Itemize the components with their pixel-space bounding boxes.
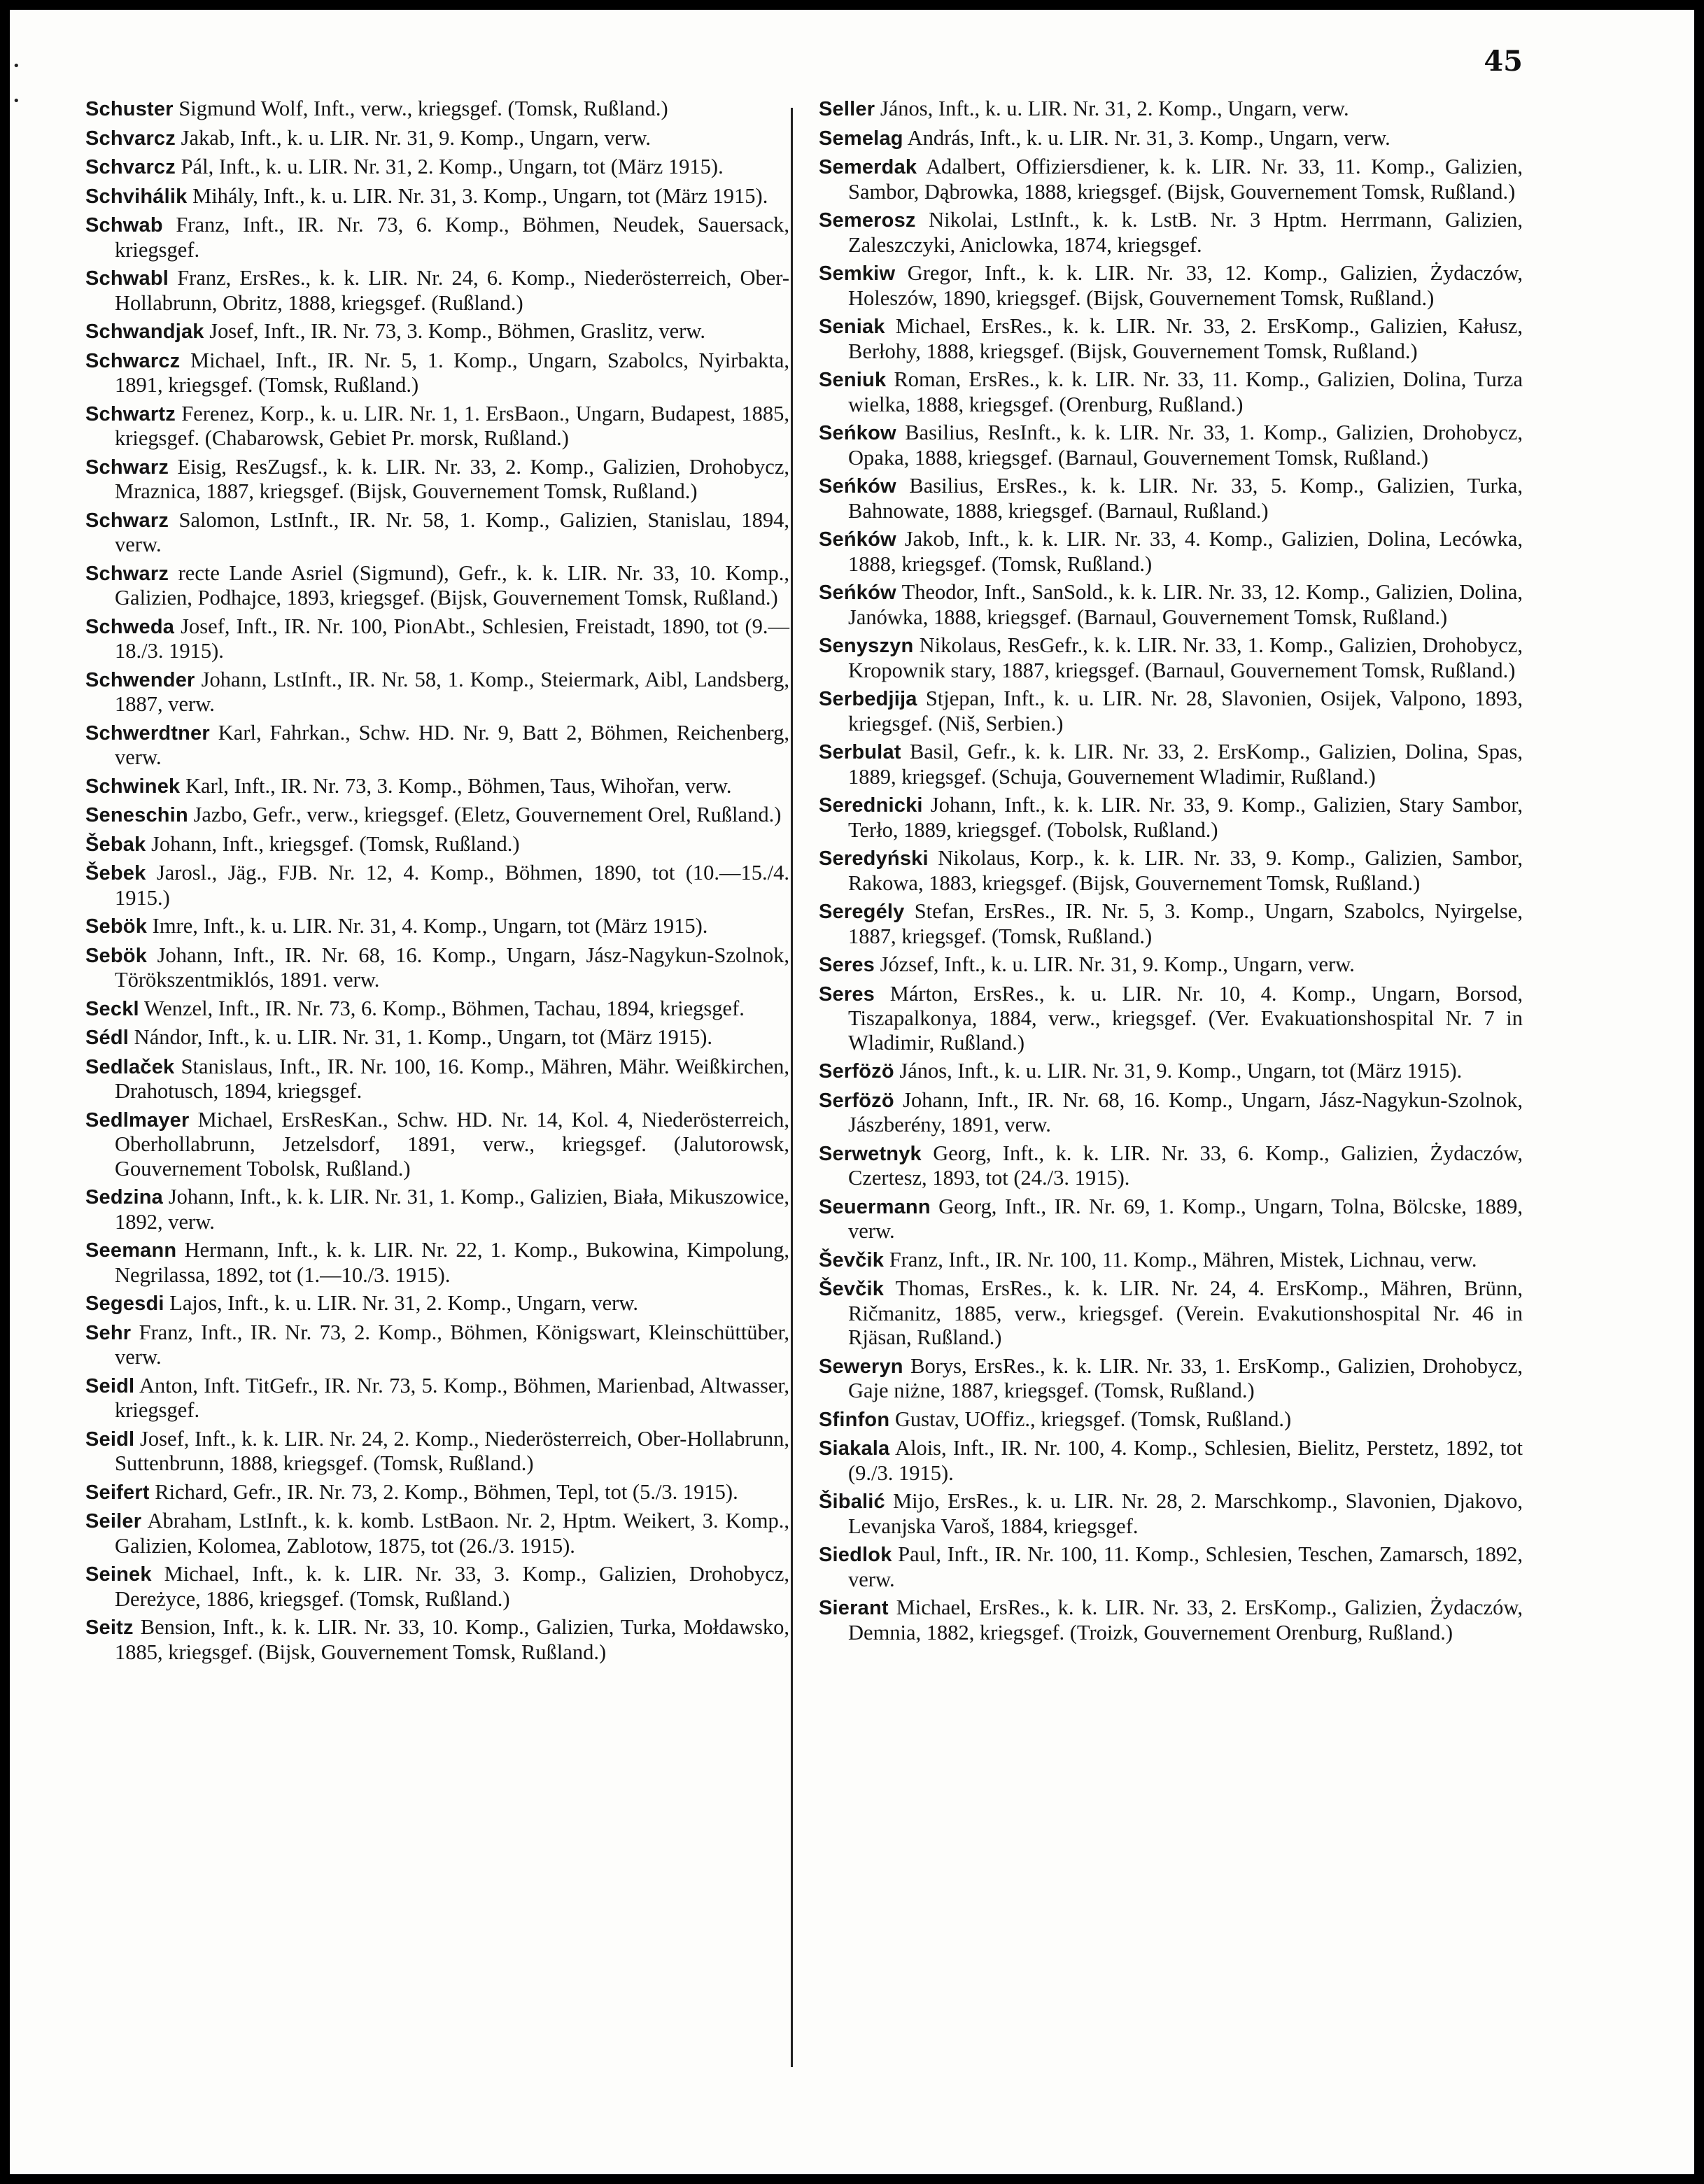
register-entry <box>85 614 789 663</box>
entry-details: Thomas, ErsRes., k. k. LIR. Nr. 24, 4. ErsKomp., Mähren, Brünn, Ričmanitz, 1885, verw., kriegsgef. (Verein. Evakutionshospital Nr. 46 in Rjäsan, Rußland.) <box>848 1276 1523 1349</box>
entry-details: Wenzel, Inft., IR. Nr. 73, 6. Komp., Böhmen, Tachau, 1894, kriegsgef. <box>143 996 745 1020</box>
entry-details: András, Inft., k. u. LIR. Nr. 31, 3. Komp., Ungarn, verw. <box>907 125 1390 150</box>
entry-details: Franz, Inft., IR. Nr. 73, 6. Komp., Böhmen, Neudek, Sauersack, kriegsgef. <box>115 213 790 262</box>
register-entry <box>819 527 1523 576</box>
register-entry <box>85 319 789 344</box>
register-entry <box>85 1374 789 1423</box>
register-entry <box>819 740 1523 789</box>
entry-details: Michael, Inft., k. k. LIR. Nr. 33, 3. Komp., Galizien, Drohobycz, Dereżyce, 1886, kriegsgef. (Tomsk, Rußland.) <box>115 1562 789 1611</box>
entry-details: Stefan, ErsRes., IR. Nr. 5, 3. Komp., Ungarn, Szabolcs, Nyirgelse, 1887, kriegsgef. (Tomsk, Rußland.) <box>848 899 1523 948</box>
entry-surname: Seńków <box>819 582 896 604</box>
register-entry <box>819 1436 1523 1485</box>
entry-details: Borys, ErsRes., k. k. LIR. Nr. 33, 1. ErsKomp., Galizien, Drohobycz, Gaje niżne, 1887, kriegsgef. (Tomsk, Rußland.) <box>848 1353 1523 1402</box>
register-entry <box>819 1248 1523 1273</box>
entry-surname: Sebök <box>85 944 148 967</box>
entry-surname: Seńków <box>819 528 896 551</box>
entry-surname: Seitz <box>85 1616 134 1639</box>
entry-surname: Seregély <box>819 901 905 923</box>
entry-details: Jazbo, Gefr., verw., kriegsgef. (Eletz, Gouvernement Orel, Rußland.) <box>193 803 782 826</box>
entry-surname: Serbedjija <box>819 688 917 710</box>
entry-surname: Schwarcz <box>85 349 181 372</box>
entry-surname: Segesdi <box>85 1292 164 1315</box>
entry-surname: Seidl <box>85 1428 135 1451</box>
entry-surname: Schwender <box>85 668 195 691</box>
register-entry <box>819 1542 1523 1591</box>
register-entry <box>85 1509 789 1558</box>
entry-details: Karl, Inft., IR. Nr. 73, 3. Komp., Böhmen, Taus, Wihořan, verw. <box>185 773 732 798</box>
entry-surname: Seniuk <box>819 369 887 391</box>
entry-surname: Senyszyn <box>819 635 914 657</box>
entry-surname: Schvarcz <box>85 127 176 150</box>
entry-surname: Schvarcz <box>85 156 176 178</box>
entry-surname: Sedzina <box>85 1186 163 1209</box>
entry-surname: Schwarz <box>85 562 169 585</box>
entry-surname: Seneschin <box>85 804 188 826</box>
entry-surname: Schwerdtner <box>85 721 210 745</box>
register-entry <box>819 1059 1523 1084</box>
entry-details: Paul, Inft., IR. Nr. 100, 11. Komp., Schlesien, Teschen, Zamarsch, 1892, verw. <box>848 1542 1523 1591</box>
register-entry <box>85 1185 789 1234</box>
register-entry <box>819 793 1523 842</box>
entry-surname: Serfözö <box>819 1089 894 1112</box>
entry-surname: Schuster <box>85 98 174 120</box>
entry-surname: Šibalić <box>819 1491 885 1513</box>
entry-details: Márton, ErsRes., k. u. LIR. Nr. 10, 4. Komp., Ungarn, Borsod, Tiszapalkonya, 1884, verw., kriegsgef. (Ver. Evakuationshospital Nr. 7 in Wladimir, Rußland.) <box>848 981 1523 1055</box>
register-entry <box>85 155 789 180</box>
register-entry <box>819 1407 1523 1432</box>
register-entry <box>85 1238 789 1287</box>
entry-surname: Semelag <box>819 127 903 150</box>
entry-details: recte Lande Asriel (Sigmund), Gefr., k. k. LIR. Nr. 33, 10. Komp., Galizien, Podhajce, 1893, kriegsgef. (Bijsk, Gouvernement Tomsk, Rußland.) <box>115 561 789 610</box>
entry-surname: Sedlaček <box>85 1055 175 1078</box>
entry-details: Jakob, Inft., k. k. LIR. Nr. 33, 4. Komp., Galizien, Dolina, Lecówka, 1888, kriegsgef. (Tomsk, Rußland.) <box>848 527 1523 576</box>
entry-surname: Šebak <box>85 833 146 856</box>
register-entry <box>85 1427 789 1476</box>
entry-details: Lajos, Inft., k. u. LIR. Nr. 31, 2. Komp., Ungarn, verw. <box>169 1291 639 1315</box>
register-entry <box>85 97 789 122</box>
entry-details: Theodor, Inft., SanSold., k. k. LIR. Nr. 33, 12. Komp., Galizien, Dolina, Janówka, 1888, kriegsgef. (Barnaul, Gouvernement Tomsk, Rußland.) <box>848 580 1523 629</box>
entry-surname: Schwartz <box>85 402 176 425</box>
entry-details: Stanislaus, Inft., IR. Nr. 100, 16. Komp., Mähren, Mähr. Weißkirchen, Drahotusch, 1894, kriegsgef. <box>115 1054 789 1103</box>
register-entry <box>819 633 1523 682</box>
register-entry <box>85 508 789 557</box>
entry-surname: Seemann <box>85 1239 177 1262</box>
register-entry <box>819 1141 1523 1190</box>
entry-surname: Schweda <box>85 615 175 638</box>
entry-surname: Seredyński <box>819 847 929 870</box>
register-entry <box>85 861 789 910</box>
entry-surname: Seiler <box>85 1510 142 1533</box>
entry-details: Nikolaus, Korp., k. k. LIR. Nr. 33, 9. Komp., Galizien, Sambor, Rakowa, 1883, kriegsgef. (Bijsk, Gouvernement Tomsk, Rußland.) <box>848 846 1523 895</box>
register-entry <box>819 97 1523 122</box>
entry-surname: Sierant <box>819 1597 889 1619</box>
entry-details: Eisig, ResZugsf., k. k. LIR. Nr. 33, 2. Komp., Galizien, Drohobycz, Mraznica, 1887, kriegsgef. (Bijsk, Gouvernement Tomsk, Rußland.) <box>115 454 789 503</box>
register-entry <box>85 1480 789 1505</box>
entry-details: Karl, Fahrkan., Schw. HD. Nr. 9, Batt 2, Böhmen, Reichenberg, verw. <box>115 720 789 769</box>
entry-surname: Sedlmayer <box>85 1108 190 1132</box>
entry-surname: Schwinek <box>85 775 181 798</box>
entry-surname: Semerosz <box>819 209 916 232</box>
entry-details: Josef, Inft., IR. Nr. 100, PionAbt., Schlesien, Freistadt, 1890, tot (9.—18./3. 1915). <box>115 614 790 663</box>
register-entry <box>819 1276 1523 1350</box>
entry-surname: Seckl <box>85 997 139 1020</box>
register-entry <box>85 126 789 151</box>
register-entry <box>819 208 1523 257</box>
register-entry <box>819 261 1523 310</box>
entry-details: József, Inft., k. u. LIR. Nr. 31, 9. Komp., Ungarn, verw. <box>880 952 1355 976</box>
entry-surname: Seweryn <box>819 1355 903 1378</box>
entry-details: Johann, Inft., IR. Nr. 68, 16. Komp., Ungarn, Jász-Nagykun-Szolnok, Törökszentmiklós, 1891. verw. <box>115 943 789 992</box>
register-entry <box>819 1489 1523 1538</box>
entry-surname: Seinek <box>85 1563 152 1586</box>
register-entry <box>85 561 789 610</box>
entry-surname: Serwetnyk <box>819 1142 922 1165</box>
entry-surname: Sfinfon <box>819 1408 890 1431</box>
register-entry <box>85 1291 789 1316</box>
register-entry <box>819 474 1523 523</box>
entry-surname: Seuermann <box>819 1195 931 1218</box>
register-entry <box>819 1088 1523 1137</box>
entry-details: Hermann, Inft., k. k. LIR. Nr. 22, 1. Komp., Bukowina, Kimpolung, Negrilassa, 1892, tot (1.—10./3. 1915). <box>115 1238 789 1287</box>
register-entry <box>85 1055 789 1104</box>
entry-surname: Seres <box>819 954 875 976</box>
entry-details: Abraham, LstInft., k. k. komb. LstBaon. Nr. 2, Hptm. Weikert, 3. Komp., Galizien, Kolomea, Zablotow, 1875, tot (26./3. 1915). <box>115 1509 789 1558</box>
entry-details: Pál, Inft., k. u. LIR. Nr. 31, 2. Komp., Ungarn, tot (März 1915). <box>181 155 724 178</box>
register-entry <box>85 455 789 504</box>
entry-details: Sigmund Wolf, Inft., verw., kriegsgef. (Tomsk, Rußland.) <box>178 97 668 120</box>
register-entry <box>85 266 789 315</box>
column-divider <box>791 108 793 2067</box>
entry-details: Basil, Gefr., k. k. LIR. Nr. 33, 2. ErsKomp., Galizien, Dolina, Spas, 1889, kriegsgef. (Schuja, Gouvernement Wladimir, Rußland.) <box>848 740 1523 789</box>
register-entry <box>819 686 1523 735</box>
entry-details: Johann, Inft., IR. Nr. 68, 16. Komp., Ungarn, Jász-Nagykun-Szolnok, Jászberény, 1891, verw. <box>848 1087 1523 1136</box>
register-entry <box>85 348 789 397</box>
register-entry <box>819 899 1523 948</box>
entry-details: János, Inft., k. u. LIR. Nr. 31, 9. Komp., Ungarn, tot (März 1915). <box>899 1059 1463 1083</box>
entry-surname: Sebök <box>85 915 148 938</box>
entry-details: Johann, Inft., kriegsgef. (Tomsk, Rußland.) <box>151 831 520 856</box>
register-entry <box>819 126 1523 151</box>
entry-details: Johann, Inft., k. k. LIR. Nr. 31, 1. Komp., Galizien, Biała, Mikuszowice, 1892, verw. <box>115 1185 790 1234</box>
entry-details: János, Inft., k. u. LIR. Nr. 31, 2. Komp., Ungarn, verw. <box>880 97 1349 120</box>
entry-details: Johann, LstInft., IR. Nr. 58, 1. Komp., Steiermark, Aibl, Landsberg, 1887, verw. <box>115 667 790 716</box>
entry-details: Jakab, Inft., k. u. LIR. Nr. 31, 9. Komp., Ungarn, verw. <box>181 125 652 150</box>
register-entry <box>819 367 1523 416</box>
register-entry <box>819 1195 1523 1244</box>
register-entry <box>85 943 789 992</box>
entry-details: Jarosl., Jäg., FJB. Nr. 12, 4. Komp., Böhmen, 1890, tot (10.—15./4. 1915.) <box>115 861 790 910</box>
left-column <box>85 97 789 1668</box>
register-entry <box>85 832 789 857</box>
entry-surname: Seller <box>819 98 875 120</box>
right-column <box>819 97 1523 1649</box>
register-entry <box>85 1320 789 1369</box>
entry-surname: Semerdak <box>819 156 917 178</box>
register-entry <box>819 314 1523 363</box>
register-entry <box>85 803 789 828</box>
margin-mark: • <box>13 59 20 73</box>
entry-details: Ferenez, Korp., k. u. LIR. Nr. 1, 1. ErsBaon., Ungarn, Budapest, 1885, kriegsgef. (Chabarowsk, Gebiet Pr. morsk, Rußland.) <box>115 401 789 450</box>
entry-details: Michael, Inft., IR. Nr. 5, 1. Komp., Ungarn, Szabolcs, Nyirbakta, 1891, kriegsgef. (Tomsk, Rußland.) <box>115 348 790 397</box>
entry-details: Nándor, Inft., k. u. LIR. Nr. 31, 1. Komp., Ungarn, tot (März 1915). <box>134 1025 713 1049</box>
register-entry <box>85 402 789 451</box>
entry-details: Adalbert, Offiziersdiener, k. k. LIR. Nr. 33, 11. Komp., Galizien, Sambor, Dąbrowka, 1888, kriegsgef. (Bijsk, Gouvernement Tomsk, Rußland.) <box>848 155 1523 204</box>
register-entry <box>819 1354 1523 1403</box>
entry-details: Alois, Inft., IR. Nr. 100, 4. Komp., Schlesien, Bielitz, Perstetz, 1892, tot (9./3. 1915). <box>848 1436 1523 1485</box>
entry-surname: Serfözö <box>819 1060 894 1083</box>
entry-surname: Seres <box>819 982 875 1006</box>
entry-details: Mihály, Inft., k. u. LIR. Nr. 31, 3. Komp., Ungarn, tot (März 1915). <box>192 183 768 208</box>
entry-details: Michael, ErsResKan., Schw. HD. Nr. 14, Kol. 4, Niederösterreich, Oberhollabrunn, Jetzelsdorf, 1891, verw., kriegsgef. (Jalutorowsk, Gouvernement Tobolsk, Rußland.) <box>115 1107 789 1181</box>
entry-details: Michael, ErsRes., k. k. LIR. Nr. 33, 2. ErsKomp., Galizien, Kałusz, Berłohy, 1888, kriegsgef. (Bijsk, Gouvernement Tomsk, Rußland.) <box>848 314 1523 363</box>
entry-surname: Seifert <box>85 1481 150 1504</box>
entry-details: Franz, ErsRes., k. k. LIR. Nr. 24, 6. Komp., Niederösterreich, Ober-Hollabrunn, Obritz, 1888, kriegsgef. (Rußland.) <box>115 266 789 315</box>
register-entry <box>85 774 789 799</box>
entry-details: Michael, ErsRes., k. k. LIR. Nr. 33, 2. ErsKomp., Galizien, Żydaczów, Demnia, 1882, kriegsgef. (Troizk, Gouvernement Orenburg, Rußland.) <box>848 1595 1523 1644</box>
margin-mark: • <box>13 94 20 108</box>
entry-surname: Seidl <box>85 1374 135 1397</box>
entry-details: Imre, Inft., k. u. LIR. Nr. 31, 4. Komp., Ungarn, tot (März 1915). <box>152 914 708 938</box>
entry-details: Salomon, LstInft., IR. Nr. 58, 1. Komp., Galizien, Stanislau, 1894, verw. <box>115 507 789 556</box>
entry-details: Stjepan, Inft., k. u. LIR. Nr. 28, Slavonien, Osijek, Valpono, 1893, kriegsgef. (Niš, Serbien.) <box>848 686 1523 735</box>
register-entry <box>85 1562 789 1611</box>
register-entry <box>819 982 1523 1055</box>
register-entry <box>85 213 789 262</box>
entry-details: Georg, Inft., IR. Nr. 69, 1. Komp., Ungarn, Tolna, Bölcske, 1889, verw. <box>848 1194 1523 1243</box>
entry-surname: Semkiw <box>819 262 896 285</box>
register-entry <box>85 721 789 770</box>
entry-surname: Sédl <box>85 1027 129 1049</box>
entry-details: Anton, Inft. TitGefr., IR. Nr. 73, 5. Komp., Böhmen, Marienbad, Altwasser, kriegsgef. <box>115 1373 789 1422</box>
entry-details: Johann, Inft., k. k. LIR. Nr. 33, 9. Komp., Galizien, Stary Sambor, Terło, 1889, kriegsgef. (Tobolsk, Rußland.) <box>848 793 1523 842</box>
entry-surname: Serednicki <box>819 794 923 817</box>
entry-details: Josef, Inft., k. k. LIR. Nr. 24, 2. Komp., Niederösterreich, Ober-Hollabrunn, Suttenbrunn, 1888, kriegsgef. (Tomsk, Rußland.) <box>115 1426 789 1475</box>
register-entry <box>819 952 1523 978</box>
entry-details: Mijo, ErsRes., k. u. LIR. Nr. 28, 2. Marschkomp., Slavonien, Djakovo, Levanjska Varoš, 1884, kriegsgef. <box>848 1489 1523 1538</box>
entry-surname: Schwarz <box>85 456 169 479</box>
entry-details: Franz, Inft., IR. Nr. 100, 11. Komp., Mähren, Mistek, Lichnau, verw. <box>889 1247 1477 1271</box>
entry-surname: Siakala <box>819 1437 890 1460</box>
entry-surname: Schwab <box>85 214 163 237</box>
entry-details: Gustav, UOffiz., kriegsgef. (Tomsk, Rußland.) <box>894 1407 1292 1431</box>
register-entry <box>819 1595 1523 1644</box>
register-entry <box>819 580 1523 629</box>
entry-surname: Ševčik <box>819 1248 885 1271</box>
entry-surname: Šebek <box>85 862 146 885</box>
register-entry <box>85 668 789 717</box>
entry-surname: Seńkow <box>819 422 896 444</box>
entry-surname: Schwandjak <box>85 320 204 343</box>
register-entry <box>819 846 1523 895</box>
register-entry <box>819 155 1523 204</box>
register-entry <box>85 996 789 1022</box>
entry-surname: Seniak <box>819 316 885 338</box>
register-entry <box>819 421 1523 470</box>
entry-details: Richard, Gefr., IR. Nr. 73, 2. Komp., Böhmen, Tepl, tot (5./3. 1915). <box>155 1479 738 1504</box>
entry-details: Franz, Inft., IR. Nr. 73, 2. Komp., Böhmen, Königswart, Kleinschüttüber, verw. <box>115 1320 790 1369</box>
entry-details: Nikolaus, ResGefr., k. k. LIR. Nr. 33, 1. Komp., Galizien, Drohobycz, Kropownik stary, 1887, kriegsgef. (Barnaul, Gouvernement Tomsk, Rußland.) <box>848 633 1523 682</box>
entry-surname: Serbulat <box>819 741 901 763</box>
document-page <box>10 10 1694 2174</box>
register-entry <box>85 1615 789 1664</box>
entry-details: Gregor, Inft., k. k. LIR. Nr. 33, 12. Komp., Galizien, Żydaczów, Holeszów, 1890, kriegsgef. (Bijsk, Gouvernement Tomsk, Rußland.) <box>848 261 1523 310</box>
register-entry <box>85 184 789 209</box>
entry-details: Basilius, ResInft., k. k. LIR. Nr. 33, 1. Komp., Galizien, Drohobycz, Opaka, 1888, kriegsgef. (Barnaul, Gouvernement Tomsk, Rußland.) <box>848 421 1523 470</box>
entry-surname: Schwarz <box>85 509 169 532</box>
entry-details: Nikolai, LstInft., k. k. LstB. Nr. 3 Hptm. Herrmann, Galizien, Zaleszczyki, Aniclowka, 1874, kriegsgef. <box>848 208 1523 257</box>
page-number: 45 <box>1484 45 1523 78</box>
entry-surname: Sehr <box>85 1321 132 1344</box>
register-entry <box>85 914 789 939</box>
register-entry <box>85 1108 789 1181</box>
entry-details: Georg, Inft., k. k. LIR. Nr. 33, 6. Komp., Galizien, Żydaczów, Czertesz, 1893, tot (24./3. 1915). <box>848 1141 1523 1190</box>
entry-surname: Schwabl <box>85 267 169 290</box>
entry-surname: Schvihálik <box>85 185 188 208</box>
entry-surname: Ševčik <box>819 1278 885 1300</box>
entry-details: Roman, ErsRes., k. k. LIR. Nr. 33, 11. Komp., Galizien, Dolina, Turza wielka, 1888, kriegsgef. (Orenburg, Rußland.) <box>848 367 1523 416</box>
entry-details: Basilius, ErsRes., k. k. LIR. Nr. 33, 5. Komp., Galizien, Turka, Bahnowate, 1888, kriegsgef. (Barnaul, Rußland.) <box>848 474 1523 523</box>
entry-details: Josef, Inft., IR. Nr. 73, 3. Komp., Böhmen, Graslitz, verw. <box>209 319 705 343</box>
entry-surname: Seńków <box>819 475 896 498</box>
register-entry <box>85 1025 789 1050</box>
entry-surname: Siedlok <box>819 1544 892 1566</box>
entry-details: Bension, Inft., k. k. LIR. Nr. 33, 10. Komp., Galizien, Turka, Mołdawsko, 1885, kriegsgef. (Bijsk, Gouvernement Tomsk, Rußland.) <box>115 1615 790 1664</box>
